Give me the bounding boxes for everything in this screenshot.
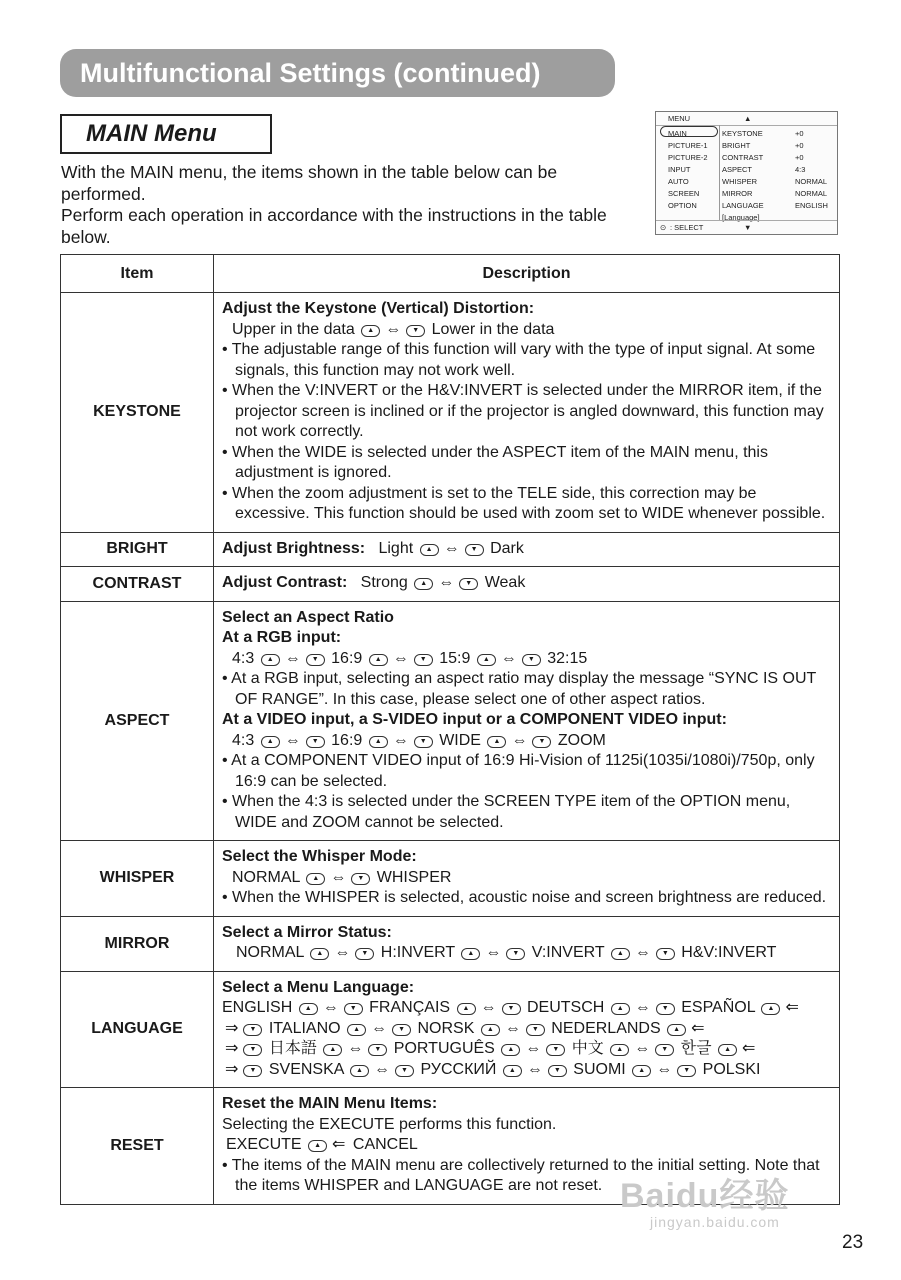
item-language: LANGUAGE [61, 971, 214, 1088]
osd-tab: OPTION [668, 201, 697, 210]
language-option: 日本語 [268, 1040, 317, 1057]
two-way-arrow-icon: ⇔ [634, 944, 651, 961]
desc-subheading: At a VIDEO input, a S-VIDEO input or a COMPONENT VIDEO input: [222, 711, 727, 728]
option-text: Light [378, 539, 414, 557]
table-row [61, 293, 840, 533]
down-key-icon: ▼ [368, 1044, 387, 1056]
down-key-icon: ▼ [526, 1024, 545, 1036]
desc-heading: Reset the MAIN Menu Items: [222, 1095, 438, 1112]
bullet-text: • At a RGB input, selecting an aspect ratio may display the message “SYNC IS OUT OF RANGE”. In this case, please select one of other aspect ratios. [222, 670, 817, 708]
up-key-icon: ▲ [361, 325, 380, 337]
desc-line [222, 1019, 831, 1040]
down-key-icon: ▼ [677, 1065, 696, 1077]
osd-item: CONTRAST [722, 153, 764, 162]
table-row [61, 971, 840, 1088]
desc-mirror [214, 916, 840, 971]
down-key-icon: ▼ [532, 736, 551, 748]
bullet-text: • The adjustable range of this function will vary with the type of input signal. At some signals, this function may not work well. [222, 341, 816, 379]
two-way-arrow-icon: ⇔ [284, 731, 301, 749]
osd-tab: MAIN [668, 129, 687, 138]
option-text: 16:9 [331, 731, 363, 749]
up-key-icon: ▲ [308, 1140, 327, 1152]
up-key-icon: ▲ [414, 578, 433, 590]
two-way-arrow-icon: ⇔ [347, 1040, 364, 1057]
two-way-arrow-icon: ⇔ [634, 999, 651, 1016]
up-key-icon: ▲ [261, 736, 280, 748]
item-mirror: MIRROR [61, 916, 214, 971]
down-key-icon: ▼ [344, 1003, 363, 1015]
down-key-icon: ▼ [243, 1044, 262, 1056]
desc-line [222, 320, 831, 341]
osd-value: +0 [795, 153, 804, 162]
desc-heading: Select an Aspect Ratio [222, 608, 394, 626]
language-option: NORSK [417, 1019, 475, 1037]
up-key-icon: ▲ [261, 654, 280, 666]
option-text: Dark [490, 539, 524, 557]
osd-menu-illustration [655, 111, 838, 235]
osd-value: 4:3 [795, 165, 806, 174]
desc-line [222, 649, 831, 670]
two-way-arrow-icon: ⇔ [385, 320, 402, 338]
desc-line [222, 1060, 831, 1081]
down-key-icon: ▼ [655, 1044, 674, 1056]
language-option: NEDERLANDS [551, 1019, 661, 1037]
option-text: Strong [360, 574, 408, 591]
desc-aspect [214, 601, 840, 841]
intro-paragraph: With the MAIN menu, the items shown in the table below can be performed. [61, 162, 558, 204]
two-way-arrow-icon: ⇔ [334, 944, 351, 961]
option-text: V:INVERT [531, 944, 605, 961]
option-text: WHISPER [376, 868, 452, 886]
option-text: NORMAL [236, 944, 304, 961]
down-key-icon: ▼ [546, 1044, 565, 1056]
two-way-arrow-icon: ⇔ [392, 649, 409, 667]
option-text: 4:3 [232, 731, 255, 749]
language-option: SUOMI [573, 1060, 626, 1078]
down-key-icon: ▼ [459, 578, 478, 590]
desc-language [214, 971, 840, 1088]
osd-items [722, 128, 764, 224]
right-arrow-icon: ⇒ [225, 1040, 239, 1057]
desc-keystone [214, 293, 840, 533]
bullet-text: • When the V:INVERT or the H&V:INVERT is selected under the MIRROR item, if the projector screen is inclined or if the projector is angled downward, this function may not work correctly. [222, 382, 824, 440]
osd-values [795, 128, 828, 212]
up-key-icon: ▲ [369, 654, 388, 666]
item-bright: BRIGHT [61, 532, 214, 567]
desc-bright [214, 532, 840, 567]
up-key-icon: ▲ [610, 1044, 629, 1056]
bullet-text: • The items of the MAIN menu are collectively returned to the initial setting. Note that the items WHISPER and LANGUAGE are not reset. [222, 1156, 820, 1194]
menu-title: MAIN Menu [60, 114, 272, 154]
down-key-icon: ▼ [506, 948, 525, 960]
up-key-icon: ▲ [347, 1024, 366, 1036]
bullet-text: • When the 4:3 is selected under the SCREEN TYPE item of the OPTION menu, WIDE and ZOOM cannot be selected. [222, 793, 791, 831]
up-key-icon: ▲ [503, 1065, 522, 1077]
left-arrow-icon: ⇐ [691, 1019, 705, 1037]
option-text: Lower in the data [431, 320, 555, 338]
table-row [61, 601, 840, 841]
language-option: ESPAÑOL [681, 999, 756, 1016]
desc-heading: Select a Menu Language: [222, 978, 415, 996]
down-key-icon: ▼ [522, 654, 541, 666]
down-key-icon: ▼ [392, 1024, 411, 1036]
two-way-arrow-icon: ⇔ [480, 999, 497, 1016]
up-key-icon: ▲ [632, 1065, 651, 1077]
baidu-watermark [620, 1168, 850, 1234]
language-option: PORTUGUÊS [393, 1040, 495, 1057]
intro-text [61, 162, 641, 248]
up-key-icon: ▲ [420, 544, 439, 556]
osd-value: NORMAL [795, 177, 828, 186]
bullet-text: • At a COMPONENT VIDEO input of 16:9 Hi-Vision of 1125i(1035i/1080i)/750p, only 16:9 can be selected. [222, 752, 815, 790]
left-arrow-icon: ⇐ [742, 1040, 756, 1057]
two-way-arrow-icon: ⇔ [656, 1060, 673, 1078]
two-way-arrow-icon: ⇔ [322, 999, 339, 1016]
intro-paragraph: Perform each operation in accordance with the instructions in the table below. [61, 205, 607, 247]
osd-footer [656, 220, 837, 234]
up-key-icon: ▲ [477, 654, 496, 666]
watermark-sub: jingyan.baidu.com [650, 1214, 780, 1230]
two-way-arrow-icon: ⇔ [511, 731, 528, 749]
option-text: 32:15 [547, 649, 588, 667]
up-key-icon: ▲ [310, 948, 329, 960]
left-arrow-icon: ⇐ [785, 999, 799, 1016]
osd-divider [719, 125, 720, 221]
up-key-icon: ▲ [299, 1003, 318, 1015]
up-key-icon: ▲ [611, 1003, 630, 1015]
item-aspect: ASPECT [61, 601, 214, 841]
option-text: 16:9 [331, 649, 363, 667]
desc-heading: Select a Mirror Status: [222, 923, 392, 941]
down-key-icon: ▼ [243, 1024, 262, 1036]
two-way-arrow-icon: ⇔ [392, 731, 409, 749]
two-way-arrow-icon: ⇔ [504, 1019, 521, 1037]
up-key-icon: ▲ [487, 736, 506, 748]
osd-item: KEYSTONE [722, 129, 763, 138]
up-key-icon: ▲ [481, 1024, 500, 1036]
main-menu-table [60, 254, 840, 1205]
desc-heading: Select the Whisper Mode: [222, 848, 417, 865]
language-option: ITALIANO [268, 1019, 341, 1037]
osd-item: LANGUAGE [722, 201, 764, 210]
up-key-icon: ▲ [501, 1044, 520, 1056]
option-text: Weak [484, 574, 526, 591]
desc-subheading: At a RGB input: [222, 629, 342, 646]
table-header-row [61, 255, 840, 293]
two-way-arrow-icon: ⇔ [634, 1040, 651, 1057]
option-text: 15:9 [439, 649, 471, 667]
item-keystone: KEYSTONE [61, 293, 214, 533]
up-key-icon: ▲ [611, 948, 630, 960]
up-key-icon: ▲ [323, 1044, 342, 1056]
option-text: CANCEL [352, 1136, 418, 1153]
osd-item: ASPECT [722, 165, 753, 174]
desc-contrast [214, 567, 840, 602]
osd-title: MENU [668, 114, 691, 123]
section-banner: Multifunctional Settings (continued) [60, 49, 615, 97]
language-option: 한글 [680, 1040, 712, 1057]
desc-line [222, 998, 831, 1019]
down-key-icon: ▼ [414, 654, 433, 666]
desc-line [222, 539, 831, 560]
bullet-text: • When the WHISPER is selected, acoustic noise and screen brightness are reduced. [222, 889, 827, 906]
osd-tab: SCREEN [668, 189, 700, 198]
down-key-icon: ▼ [406, 325, 425, 337]
option-text: ZOOM [557, 731, 606, 749]
page-number: 23 [842, 1232, 864, 1253]
language-option: FRANÇAIS [369, 999, 451, 1016]
up-key-icon: ▲ [306, 873, 325, 885]
item-contrast: CONTRAST [61, 567, 214, 602]
osd-down-arrow-icon: ▼ [744, 223, 752, 232]
language-option: DEUTSCH [526, 999, 605, 1016]
osd-header [656, 112, 837, 126]
desc-line [222, 868, 831, 889]
watermark-main: Baidu经验 [620, 1177, 790, 1215]
desc-heading: Adjust Brightness: [222, 539, 366, 557]
osd-tab: PICTURE-1 [668, 141, 708, 150]
up-key-icon: ▲ [667, 1024, 686, 1036]
osd-item: WHISPER [722, 177, 758, 186]
down-key-icon: ▼ [656, 1003, 675, 1015]
osd-tab: AUTO [668, 177, 689, 186]
down-key-icon: ▼ [351, 873, 370, 885]
right-arrow-icon: ⇒ [225, 1019, 239, 1037]
osd-value: NORMAL [795, 189, 828, 198]
osd-up-arrow-icon: ▲ [744, 114, 752, 123]
osd-tabs [668, 128, 708, 212]
osd-tab: PICTURE-2 [668, 153, 708, 162]
desc-line [222, 573, 831, 594]
bullet-text: • When the zoom adjustment is set to the TELE side, this correction may be excessive. This function should be used with zoom set to WIDE whenever possible. [222, 484, 826, 522]
down-key-icon: ▼ [414, 736, 433, 748]
osd-item: [Language] [722, 213, 760, 222]
down-key-icon: ▼ [355, 948, 374, 960]
left-arrow-icon: ⇐ [332, 1136, 346, 1153]
option-text: EXECUTE [226, 1136, 302, 1153]
bullet-text: • When the WIDE is selected under the ASPECT item of the MAIN menu, this adjustment is ignored. [222, 443, 768, 481]
option-text: H&V:INVERT [681, 944, 777, 961]
language-option: POLSKI [702, 1060, 761, 1078]
option-text: NORMAL [232, 868, 300, 886]
osd-select-label: : SELECT [670, 223, 704, 232]
up-key-icon: ▲ [461, 948, 480, 960]
table-row [61, 916, 840, 971]
osd-item: BRIGHT [722, 141, 751, 150]
desc-line [222, 1039, 831, 1060]
down-key-icon: ▼ [502, 1003, 521, 1015]
up-key-icon: ▲ [718, 1044, 737, 1056]
two-way-arrow-icon: ⇔ [485, 944, 502, 961]
table-row [61, 532, 840, 567]
two-way-arrow-icon: ⇔ [526, 1060, 543, 1078]
desc-line [222, 731, 831, 752]
down-key-icon: ▼ [548, 1065, 567, 1077]
down-key-icon: ▼ [306, 736, 325, 748]
down-key-icon: ▼ [656, 948, 675, 960]
right-arrow-icon: ⇒ [225, 1060, 239, 1078]
two-way-arrow-icon: ⇔ [438, 574, 455, 591]
table-row [61, 841, 840, 917]
item-reset: RESET [61, 1088, 214, 1205]
up-key-icon: ▲ [369, 736, 388, 748]
language-option: 中文 [571, 1040, 604, 1057]
two-way-arrow-icon: ⇔ [500, 649, 517, 667]
language-option: РУССКИЙ [420, 1060, 497, 1078]
item-whisper: WHISPER [61, 841, 214, 917]
up-key-icon: ▲ [457, 1003, 476, 1015]
up-key-icon: ▲ [761, 1003, 780, 1015]
option-text: WIDE [439, 731, 481, 749]
osd-tab: INPUT [668, 165, 691, 174]
language-option: ENGLISH [222, 999, 293, 1016]
two-way-arrow-icon: ⇔ [371, 1019, 388, 1037]
desc-heading: Adjust Contrast: [222, 574, 348, 591]
osd-value: +0 [795, 141, 804, 150]
two-way-arrow-icon: ⇔ [330, 868, 347, 886]
desc-line [222, 1135, 831, 1156]
language-option: SVENSKA [268, 1060, 344, 1078]
osd-select-key-icon: ⊙ [660, 223, 667, 232]
desc-line [222, 943, 831, 964]
two-way-arrow-icon: ⇔ [525, 1040, 542, 1057]
option-text: Upper in the data [232, 320, 355, 338]
column-header-item: Item [61, 255, 214, 293]
desc-heading: Adjust the Keystone (Vertical) Distortion: [222, 300, 535, 317]
two-way-arrow-icon: ⇔ [374, 1060, 391, 1078]
up-key-icon: ▲ [350, 1065, 369, 1077]
desc-line: Selecting the EXECUTE performs this function. [222, 1115, 557, 1133]
column-header-description: Description [214, 255, 840, 293]
table-row [61, 567, 840, 602]
desc-whisper [214, 841, 840, 917]
down-key-icon: ▼ [465, 544, 484, 556]
down-key-icon: ▼ [306, 654, 325, 666]
option-text: 4:3 [232, 649, 255, 667]
down-key-icon: ▼ [395, 1065, 414, 1077]
two-way-arrow-icon: ⇔ [284, 649, 301, 667]
osd-item: MIRROR [722, 189, 753, 198]
osd-value: +0 [795, 129, 804, 138]
option-text: H:INVERT [380, 944, 455, 961]
osd-value: ENGLISH [795, 201, 828, 210]
two-way-arrow-icon: ⇔ [443, 539, 460, 557]
down-key-icon: ▼ [243, 1065, 262, 1077]
